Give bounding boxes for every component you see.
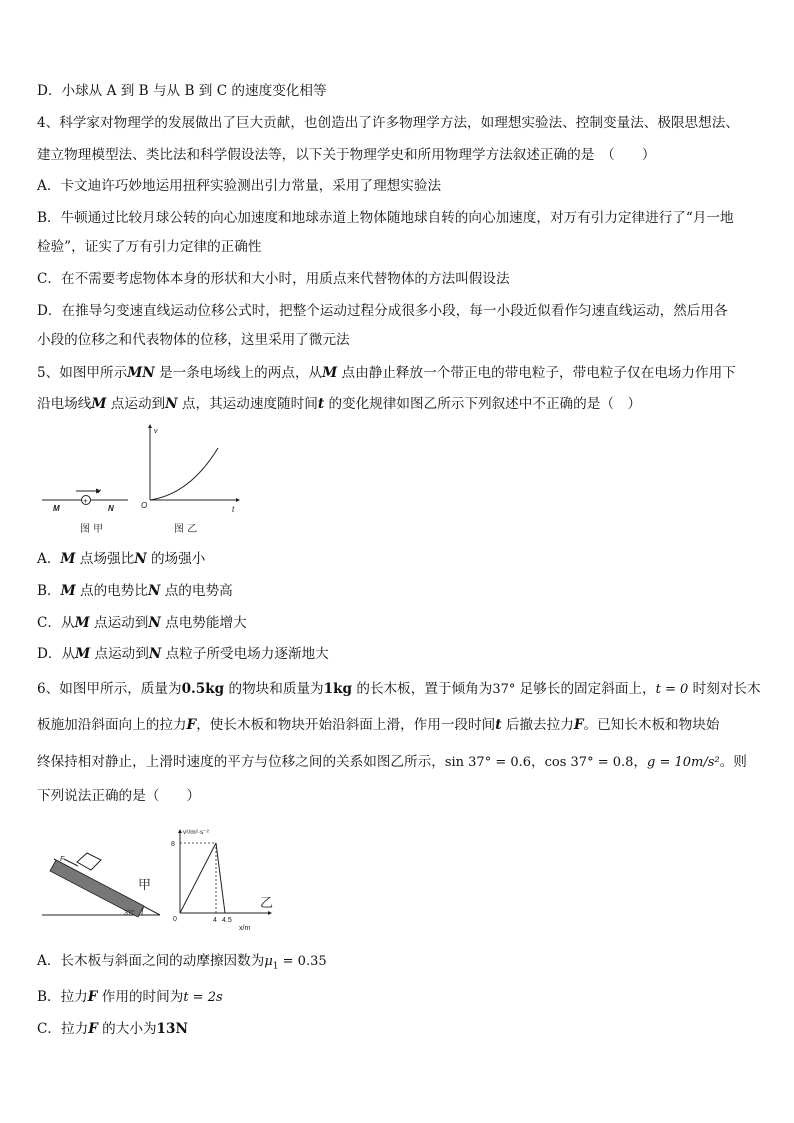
x-tick-4-5: 4.5 <box>222 917 232 924</box>
t-axis-label: t <box>232 505 235 514</box>
particle-charge-sign: + <box>83 496 88 506</box>
q6-option-a: A．长木板与斜面之间的动摩擦因数为$\mu_1 = 0.35$ <box>37 953 327 972</box>
q5-stem-line1: 5、如图甲所示MN 是一条电场线上的两点，从M 点由静止释放一个带正电的带电粒子，带电粒子仅在电场力作用下 <box>37 365 736 381</box>
q5-option-c: C．从M 点运动到N 点电势能增大 <box>37 615 247 631</box>
y-axis-label: v²/m²·s⁻² <box>183 829 209 836</box>
v-axis-arrow <box>148 424 152 428</box>
q4-option-a: A．卡文迪许巧妙地运用扭秤实验测出引力常量，采用了理想实验法 <box>37 178 442 194</box>
q4-option-c: C．在不需要考虑物体本身的形状和大小时，用质点来代替物体的方法叫假设法 <box>37 271 510 287</box>
v-t-curve <box>150 448 218 500</box>
block <box>77 853 101 870</box>
origin-zero: 0 <box>173 916 177 923</box>
q4-stem-line1: 4、科学家对物理学的发展做出了巨大贡献，也创造出了许多物理学方法，如理想实验法、控制变量法、极限思想法、 <box>37 115 739 131</box>
q6-figure <box>40 826 280 931</box>
force-label: F <box>60 856 65 863</box>
v-axis-label: v <box>154 428 158 435</box>
t-axis-arrow <box>236 498 240 502</box>
q6-stem-line1: 6、如图甲所示，质量为0.5kg 的物块和质量为1kg 的长木板，置于倾角为37° 足够长的固定斜面上，t = 0 时刻对长木 <box>37 681 761 697</box>
q5-option-d: D．从M 点运动到N 点粒子所受电场力逐渐地大 <box>37 646 329 662</box>
q4-option-b-line1: B．牛顿通过比较月球公转的向心加速度和地球赤道上物体随地球自转的向心加速度，对万有引力定律进行了“月一地 <box>37 210 734 226</box>
caption-fig-yi: 图 乙 <box>174 524 198 535</box>
origin-label: O <box>141 501 148 510</box>
y-axis-arrow <box>178 829 182 833</box>
q6-option-c: C．拉力F 的大小为13N <box>37 1021 188 1037</box>
point-m-label: M <box>53 504 60 513</box>
caption-jia: 甲 <box>138 878 152 893</box>
q6-stem-line2: 板施加沿斜面向上的拉力F，使长木板和物块开始沿斜面上滑，作用一段时间t 后撤去拉力F。已知长木板和物块始 <box>37 717 720 733</box>
velocity-label: v <box>97 488 101 495</box>
q6-stem-line3: 终保持相对静止，上滑时速度的平方与位移之间的关系如图乙所示，sin 37° = 0.6，cos 37° = 0.8，g = 10m/s²。则 <box>37 754 747 770</box>
long-board <box>50 860 144 917</box>
q4-stem-line2: 建立物理模型法、类比法和科学假设法等，以下关于物理学史和所用物理学方法叙述正确的是 （ ） <box>37 147 656 163</box>
q6-stem-line4: 下列说法正确的是（ ） <box>37 788 201 804</box>
q4-option-b-line2: 检验”，证实了万有引力定律的正确性 <box>37 239 262 255</box>
q3-option-d: D．小球从 A 到 B 与从 B 到 C 的速度变化相等 <box>37 83 327 99</box>
q5-figure <box>40 422 250 542</box>
accelerating-segment <box>180 843 216 913</box>
q4-option-d-line1: D．在推导匀变速直线运动位移公式时，把整个运动过程分成很多小段，每一小段近似看作匀速直线运动，然后用各 <box>37 303 728 319</box>
q5-stem-line2: 沿电场线M 点运动到N 点，其运动速度随时间t 的变化规律如图乙所示下列叙述中不正确的是（ ） <box>37 396 642 412</box>
y-tick-8: 8 <box>171 841 175 848</box>
x-axis-arrow <box>268 911 272 915</box>
q5-option-b: B．M 点的电势比N 点的电势高 <box>37 583 233 599</box>
x-axis-label: x/m <box>239 925 251 932</box>
caption-fig-jia: 图 甲 <box>80 524 104 535</box>
angle-label: 37° <box>124 910 135 917</box>
caption-yi: 乙 <box>260 896 274 911</box>
q4-option-d-line2: 小段的位移之和代表物体的位移，这里采用了微元法 <box>37 332 350 348</box>
x-tick-4: 4 <box>213 917 217 924</box>
decelerating-segment <box>216 843 225 913</box>
q6-option-b: B．拉力F 作用的时间为t = 2s <box>37 989 223 1005</box>
point-n-label: N <box>108 504 114 513</box>
q5-option-a: A．M 点场强比N 的场强小 <box>37 551 206 567</box>
